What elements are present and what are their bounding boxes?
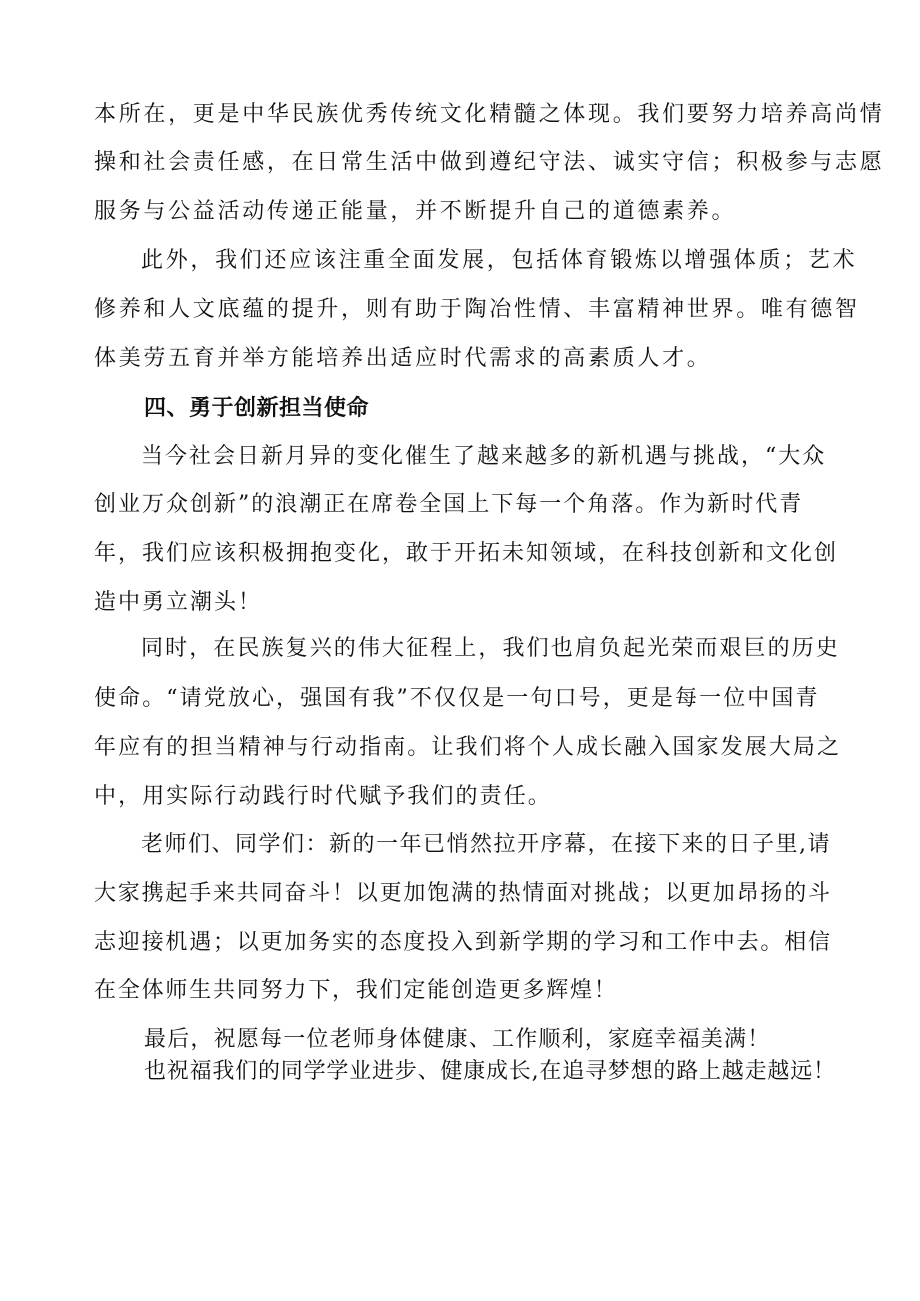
- paragraph-3-line-1: 当今社会日新月异的变化催生了越来越多的新机遇与挑战，“大众: [141, 444, 827, 469]
- paragraph-4-line-4: 中，用实际行动践行时代赋予我们的责任。: [94, 784, 552, 809]
- paragraph-2-line-1: 此外，我们还应该注重全面发展，包括体育锻炼以增强体质；艺术: [141, 248, 858, 273]
- paragraph-1-line-1: 本所在，更是中华民族优秀传统文化精髓之体现。我们要努力培养高尚情: [94, 102, 885, 127]
- paragraph-3-line-4: 造中勇立潮头！: [94, 590, 263, 615]
- paragraph-3-line-3: 年，我们应该积极拥抱变化，敢于开拓未知领域，在科技创新和文化创: [94, 541, 839, 566]
- paragraph-2-line-2: 修养和人文底蕴的提升，则有助于陶冶性情、丰富精神世界。唯有德智: [94, 297, 860, 322]
- paragraph-5-line-4: 在全体师生共同努力下，我们定能创造更多辉煌！: [94, 978, 618, 1003]
- paragraph-4-line-3: 年应有的担当精神与行动指南。让我们将个人成长融入国家发展大局之: [94, 735, 842, 760]
- section-heading-4: 四、勇于创新担当使命: [144, 396, 370, 421]
- paragraph-2-line-3: 体美劳五育并举方能培养出适应时代需求的高素质人才。: [94, 346, 712, 371]
- paragraph-6-line-1: 最后，祝愿每一位老师身体健康、工作顺利，家庭幸福美满！: [144, 1027, 771, 1052]
- paragraph-3-line-2: 创业万众创新”的浪潮正在席卷全国上下每一个角落。作为新时代青: [94, 492, 804, 517]
- paragraph-5-line-1: 老师们、同学们：新的一年已悄然拉开序幕，在接下来的日子里,请: [141, 832, 831, 857]
- paragraph-5-line-3: 志迎接机遇；以更加务实的态度投入到新学期的学习和工作中去。相信: [94, 930, 832, 955]
- paragraph-6-line-2: 也祝福我们的同学学业进步、健康成长,在追寻梦想的路上越走越远！: [144, 1059, 836, 1084]
- paragraph-1-line-3: 服务与公益活动传递正能量，并不断提升自己的道德素养。: [94, 199, 737, 224]
- paragraph-4-line-1: 同时，在民族复兴的伟大征程上，我们也肩负起光荣而艰巨的历史: [141, 636, 840, 661]
- paragraph-4-line-2: 使命。“请党放心，强国有我”不仅仅是一句口号，更是每一位中国青: [94, 686, 820, 711]
- paragraph-5-line-2: 大家携起手来共同奋斗！以更加饱满的热情面对挑战；以更加昂扬的斗: [94, 881, 832, 906]
- paragraph-1-line-2: 操和社会责任感，在日常生活中做到遵纪守法、诚实守信；积极参与志愿: [94, 150, 885, 175]
